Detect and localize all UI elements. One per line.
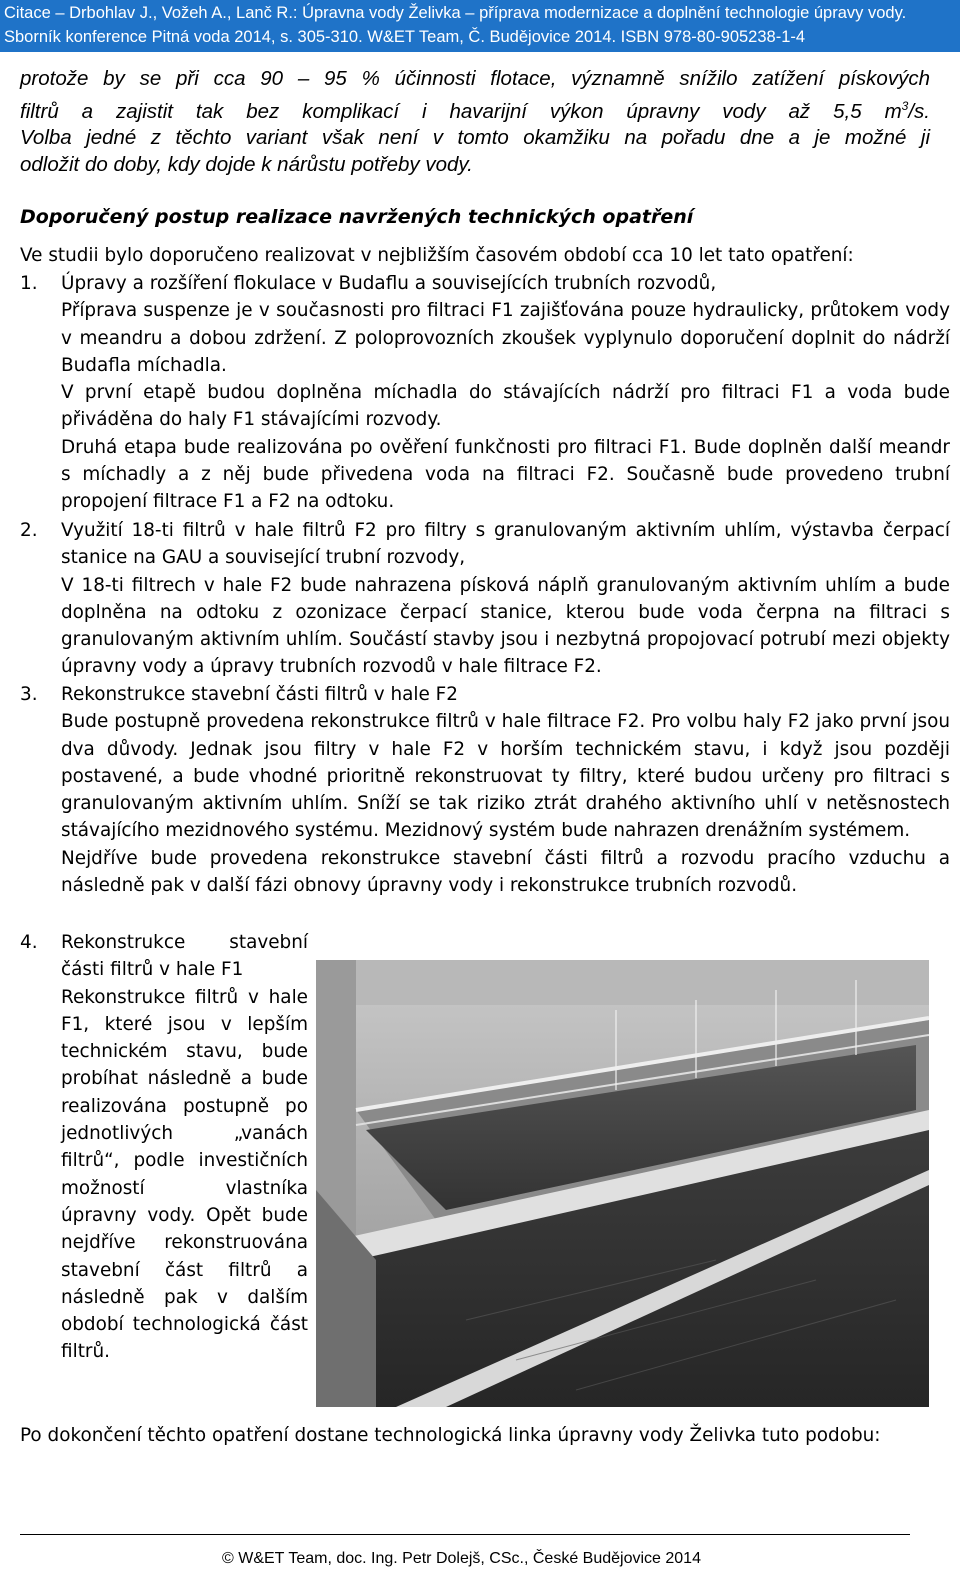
citation-line-1: Citace – Drbohlav J., Vožeh A., Lanč R.: Úpravna vody Želivka – příprava modernizace a doplnění technologie úpravy vody. (4, 4, 907, 22)
list-item-title: Rekonstrukce stavební části filtrů v hale F2 (61, 684, 458, 705)
intro-line-2: filtrů a zajistit tak bez komplikací i havarijní výkon úpravny vody až 5,5 $m^3/s$. (20, 98, 930, 123)
filter-hall-photo (316, 960, 929, 1407)
footer-copyright: © W&ET Team, doc. Ing. Petr Dolejš, CSc., České Budějovice 2014 (222, 1550, 701, 1567)
list-item-paragraph: Příprava suspenze je v současnosti pro filtraci F1 zajišťována pouze hydraulicky, průtokem vody v meandru a dobou zdržení. Z poloprovozních zkoušek vyplynulo doporučení doplnit do nádrží Budafla míchadla. (61, 300, 950, 376)
list-item-title: Využití 18-ti filtrů v hale filtrů F2 pro filtry s granulovaným aktivním uhlím, výstavba čerpací stanice na GAU a související trubní rozvody, (61, 520, 950, 569)
section-heading: Doporučený postup realizace navržených technických opatření (20, 206, 694, 228)
list-number: 2. (20, 520, 38, 541)
list-number: 1. (20, 273, 38, 294)
list-item-paragraph: Rekonstrukce filtrů v hale F1, které jsou v lepším technickém stavu, bude probíhat následně a bude realizována postupně po jednotlivých „vanách filtrů“, podle investičních možností vlastníka úpravny vody. Opět bude nejdříve rekonstruována stavební část filtrů a následně pak v dalším období technologická část filtrů. (61, 986, 308, 1363)
footer-rule (20, 1534, 910, 1535)
intro-line-3: Volba jedné z těchto variant však není v tomto okamžiku na pořadu dne a je možné ji (20, 126, 930, 150)
list-item-paragraph: V 18-ti filtrech v hale F2 bude nahrazena písková náplň granulovaným aktivním uhlím a bude doplněna na odtoku z ozonizace čerpací stanice, kterou bude voda čerpna na filtraci s granulovaným aktivním uhlím. Součástí stavby jsou i nezbytná propojovací potrubí mezi objekty úpravny vody a úpravy trubních rozvodů v hale filtrace F2. (61, 574, 950, 678)
intro-paragraph (20, 66, 930, 179)
list-number: 3. (20, 684, 38, 705)
section-intro: Ve studii bylo doporučeno realizovat v nejbližším časovém období cca 10 let tato opatření: (20, 245, 854, 266)
citation-line-2: Sborník konference Pitná voda 2014, s. 305-310. W&ET Team, Č. Budějovice 2014. ISBN 978-80-905238-1-4 (4, 28, 806, 46)
citation-header (0, 0, 960, 52)
list-item-paragraph: V první etapě budou doplněna míchadla do stávajících nádrží pro filtraci F1 a voda bude přiváděna do haly F1 stávajícími rozvody. (61, 382, 950, 431)
list-item-title: Úpravy a rozšíření flokulace v Budaflu a souvisejících trubních rozvodů, (61, 273, 717, 294)
list-number: 4. (20, 932, 38, 953)
list-item-paragraph: Druhá etapa bude realizována po ověření funkčnosti pro filtraci F1. Bude doplněn další meandr s míchadly a z něj bude přivedena voda na filtraci F2. Současně bude provedeno trubní propojení filtrace F1 a F2 na odtoku. (61, 436, 950, 513)
list-item-paragraph: Bude postupně provedena rekonstrukce filtrů v hale filtrace F2. Pro volbu haly F2 jako první jsou dva důvody. Jednak jsou filtry v hale F2 v horším technickém stavu, i když jsou později postavené, a bude vhodné prioritně rekonstruovat ty filtry, které budou určeny pro filtraci s granulovaným aktivním uhlím. Sníží se tak riziko ztrát drahého aktivního uhlí v netěsnostech stávajícího mezidnového systému. Mezidnový systém bude nahrazen drenážním systémem. (61, 711, 950, 842)
list-item-4-body (61, 929, 308, 1366)
list-item-paragraph: Nejdříve bude provedena rekonstrukce stavební části filtrů a rozvodu pracího vzduchu a následně pak v další fázi obnovy úpravny vody i rekonstrukce trubních rozvodů. (61, 847, 950, 897)
filter-hall-illustration (316, 960, 929, 1407)
intro-line-1: protože by se při cca 90 – 95 % účinnosti flotace, významně snížilo zatížení pískových (20, 67, 930, 90)
intro-line-4: odložit do doby, kdy dojde k nárůstu potřeby vody. (20, 152, 473, 176)
list-item-title: Rekonstrukce stavební části filtrů v hale F1 (61, 932, 308, 981)
superscript-3: 3 (901, 98, 909, 113)
closing-paragraph: Po dokončení těchto opatření dostane technologická linka úpravny vody Želivka tuto podobu: (20, 1425, 881, 1446)
